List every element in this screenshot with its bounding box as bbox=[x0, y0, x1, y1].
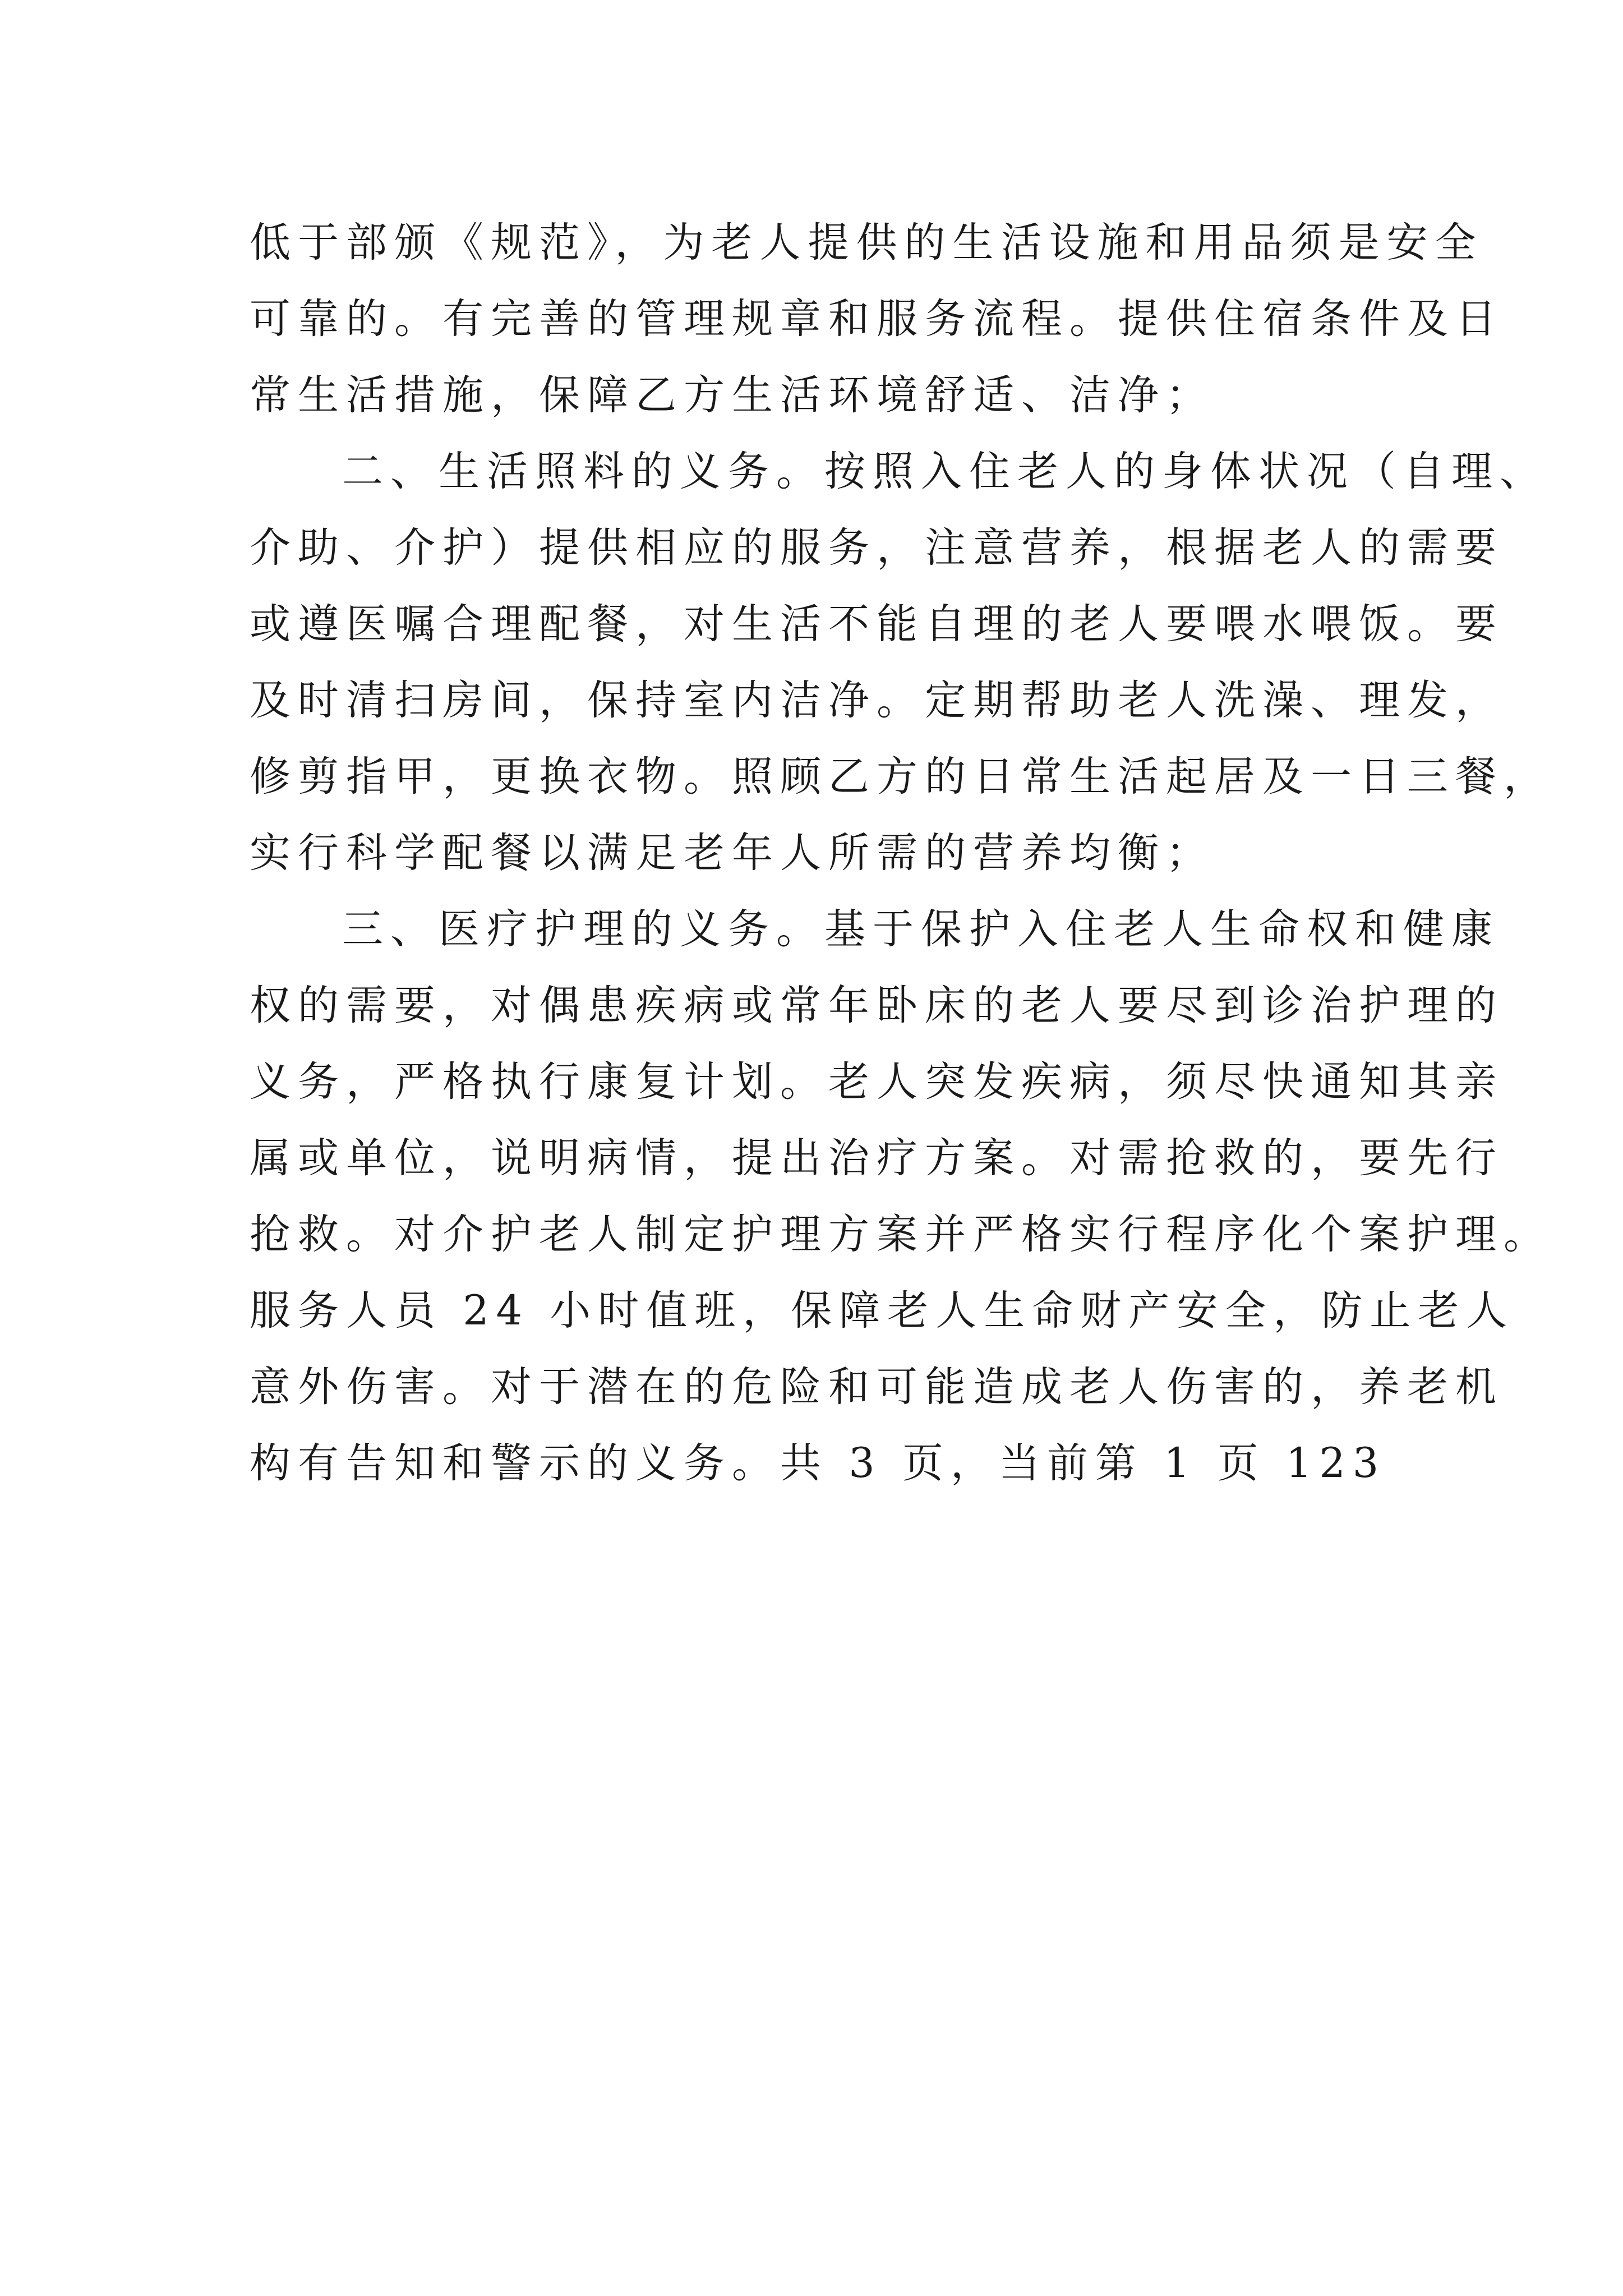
text-line: 修剪指甲，更换衣物。照顾乙方的日常生活起居及一日三餐， bbox=[250, 753, 1552, 800]
text-line: 常生活措施，保障乙方生活环境舒适、洁净； bbox=[250, 371, 1214, 419]
paragraph-start-line: 二、生活照料的义务。按照入住老人的身体状况（自理、 bbox=[342, 448, 1548, 495]
text-line: 抢救。对介护老人制定护理方案并严格实行程序化个案护理。 bbox=[250, 1211, 1552, 1258]
paragraph-start-line: 三、医疗护理的义务。基于保护入住老人生命权和健康 bbox=[342, 905, 1500, 953]
text-line: 及时清扫房间，保持室内洁净。定期帮助老人洗澡、理发， bbox=[250, 677, 1504, 724]
body-text bbox=[250, 205, 1552, 1502]
text-line: 构有告知和警示的义务。共 3 页，当前第 1 页 123 bbox=[250, 1439, 1386, 1487]
text-line: 可靠的。有完善的管理规章和服务流程。提供住宿条件及日 bbox=[250, 295, 1504, 343]
text-line: 意外伤害。对于潜在的危险和可能造成老人伤害的，养老机 bbox=[250, 1363, 1504, 1411]
text-line: 介助、介护）提供相应的服务，注意营养，根据老人的需要 bbox=[250, 524, 1504, 572]
text-line: 属或单位，说明病情，提出治疗方案。对需抢救的，要先行 bbox=[250, 1134, 1504, 1182]
text-line: 或遵医嘱合理配餐，对生活不能自理的老人要喂水喂饭。要 bbox=[250, 600, 1504, 648]
text-line: 服务人员 24 小时值班，保障老人生命财产安全，防止老人 bbox=[250, 1287, 1515, 1335]
text-line: 权的需要，对偶患疾病或常年卧床的老人要尽到诊治护理的 bbox=[250, 982, 1504, 1029]
text-line: 低于部颁《规范》，为老人提供的生活设施和用品须是安全 bbox=[250, 219, 1483, 266]
text-line: 实行科学配餐以满足老年人所需的营养均衡； bbox=[250, 829, 1214, 877]
text-line: 义务，严格执行康复计划。老人突发疾病，须尽快通知其亲 bbox=[250, 1058, 1504, 1106]
